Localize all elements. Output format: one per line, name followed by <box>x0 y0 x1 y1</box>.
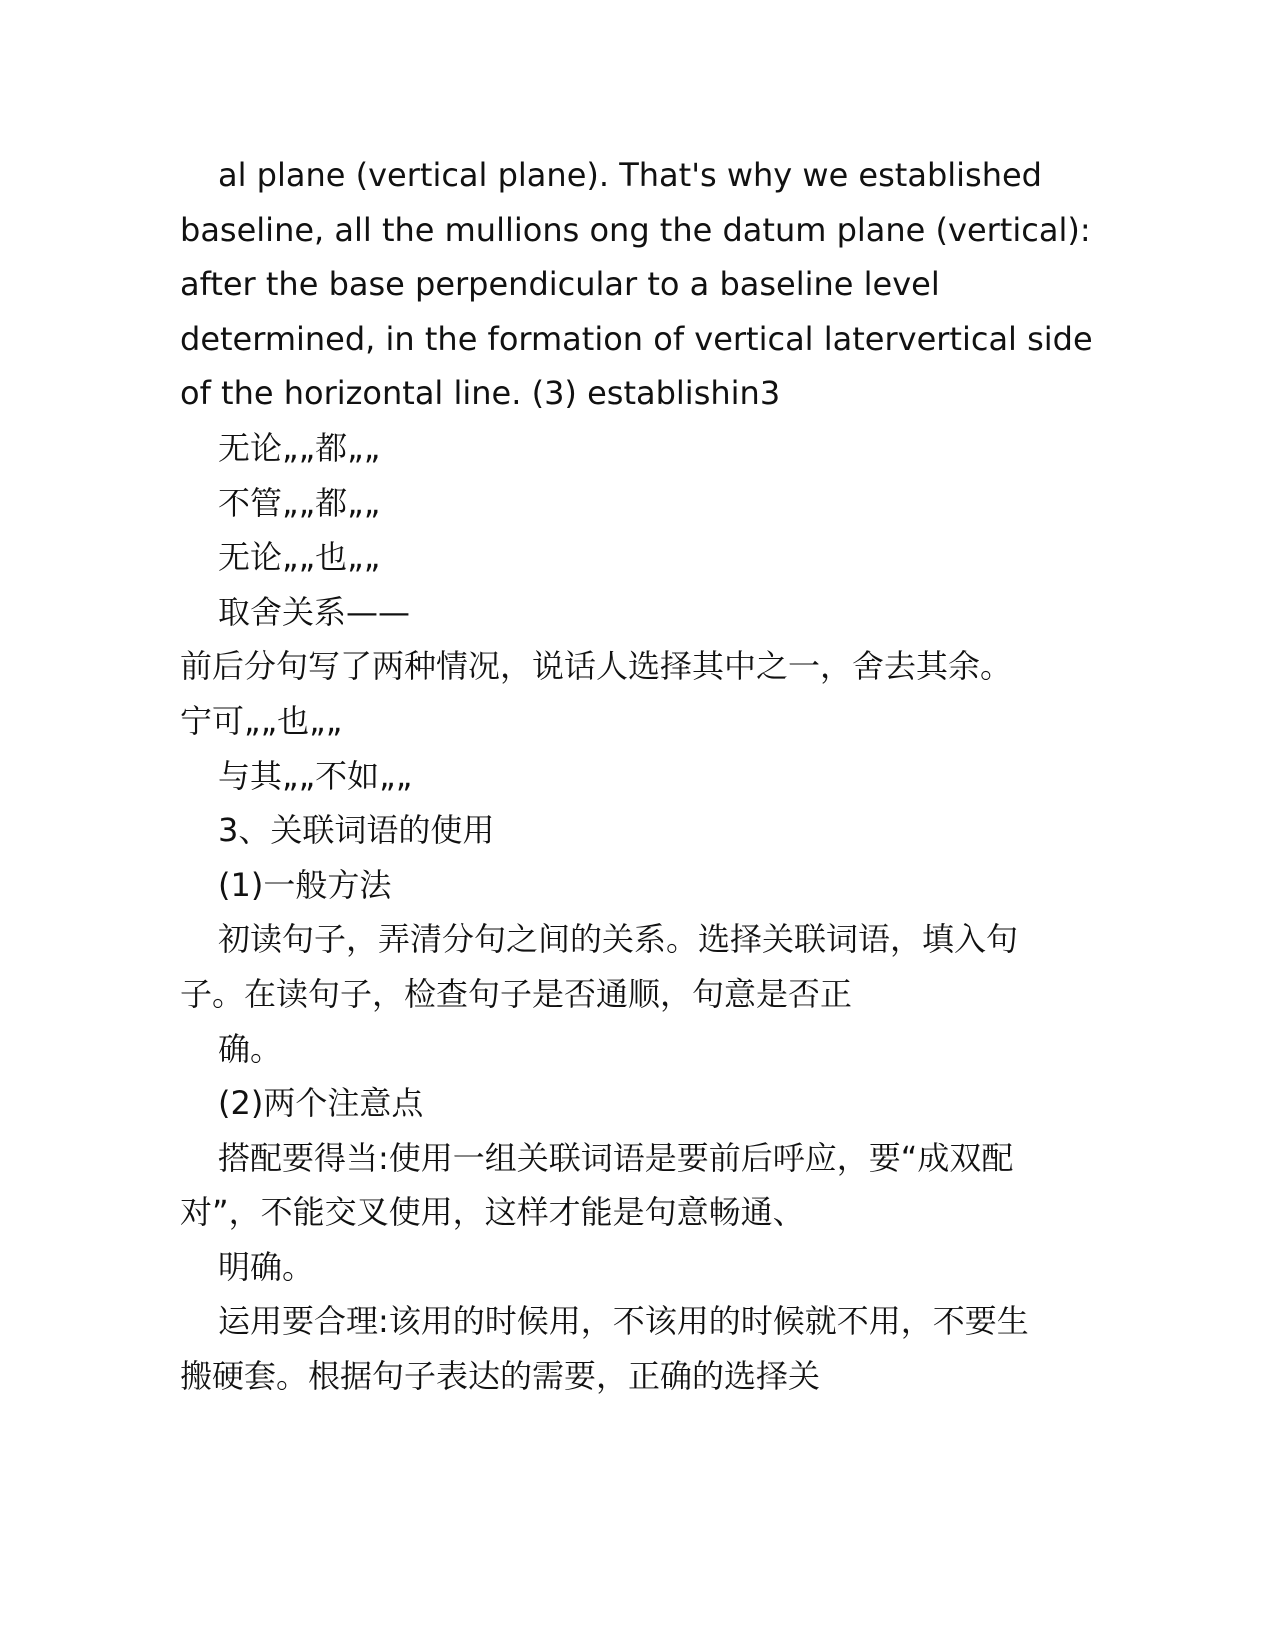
text-line: 不管„„都„„ <box>218 483 381 522</box>
section-heading: 取舍关系—— <box>218 592 411 631</box>
text-line: 确。 <box>218 1029 283 1068</box>
text-line: 运用要合理:该用的时候用，不该用的时候就不用，不要生 <box>218 1302 1029 1341</box>
text-line: 搬硬套。根据句子表达的需要，正确的选择关 <box>180 1357 821 1396</box>
document-page <box>180 148 1093 1404</box>
text-line: 无论„„都„„ <box>218 428 381 467</box>
text-line: 明确。 <box>218 1247 315 1286</box>
text-line: of the horizontal line. (3) establishin3 <box>180 374 781 413</box>
text-line: 宁可„„也„„ <box>180 701 343 740</box>
text-line: baseline, all the mullions ong the datum plane (vertical): <box>180 210 1091 249</box>
text-line: al plane (vertical plane). That's why we established <box>218 156 1042 194</box>
text-line: 初读句子，弄清分句之间的关系。选择关联词语，填入句 <box>218 920 1019 959</box>
text-line: 对”，不能交叉使用，这样才能是句意畅通、 <box>180 1193 805 1232</box>
text-line: 与其„„不如„„ <box>218 756 413 795</box>
section-heading: 3、关联词语的使用 <box>218 811 495 850</box>
text-line: 子。在读句子，检查句子是否通顺，句意是否正 <box>180 974 853 1013</box>
text-line: 搭配要得当:使用一组关联词语是要前后呼应，要“成双配 <box>218 1138 1014 1177</box>
text-line: after the base perpendicular to a baseline level <box>180 265 940 304</box>
text-line: 前后分句写了两种情况，说话人选择其中之一，舍去其余。 <box>180 647 1013 686</box>
text-line: determined, in the formation of vertical latervertical side <box>180 319 1093 358</box>
subsection-heading: (2)两个注意点 <box>218 1084 424 1123</box>
subsection-heading: (1)一般方法 <box>218 865 392 904</box>
text-line: 无论„„也„„ <box>218 538 381 577</box>
